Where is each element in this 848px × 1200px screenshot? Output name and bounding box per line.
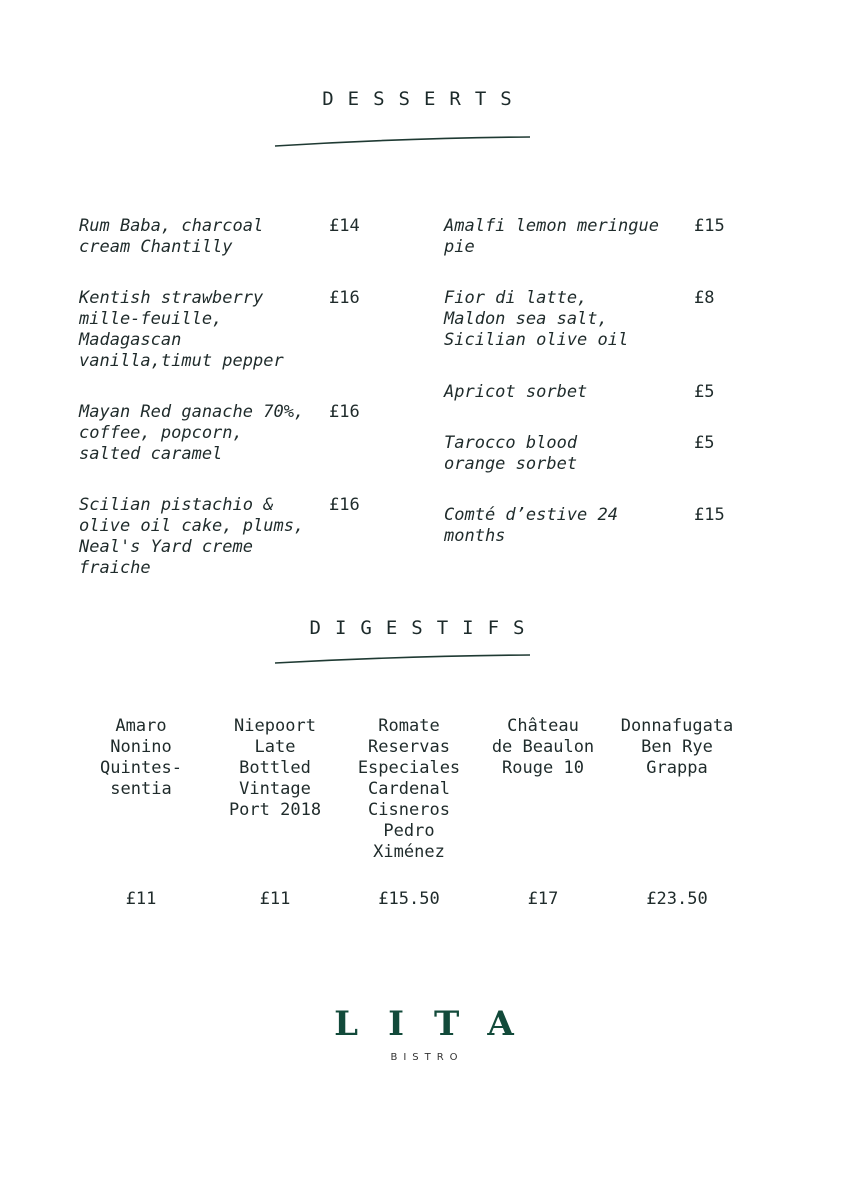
item-name: Mayan Red ganache 70%, coffee, popcorn, salted caramel xyxy=(79,402,305,464)
menu-item xyxy=(79,288,360,372)
menu-item xyxy=(79,216,360,258)
menu-item xyxy=(444,382,715,403)
brand-logo xyxy=(0,1004,848,1063)
item-price: £16 xyxy=(329,495,360,515)
item-price: £15 xyxy=(694,505,725,525)
menu-item xyxy=(444,505,725,547)
item-price: £15 xyxy=(694,216,725,236)
item-name: Scilian pistachio & olive oil cake, plums, Neal's Yard creme fraiche xyxy=(79,495,305,578)
item-price: £16 xyxy=(329,288,360,308)
item-price: £16 xyxy=(329,402,360,422)
digestifs-divider xyxy=(274,652,534,668)
digestif-item xyxy=(342,716,476,863)
digestif-price: £11 xyxy=(125,889,157,909)
digestif-price: £15.50 xyxy=(378,889,440,909)
logo-wordmark: LITA xyxy=(334,1004,544,1044)
digestif-item xyxy=(610,716,744,779)
digestif-name: Romate Reservas Especiales Cardenal Cisneros Pedro Ximénez xyxy=(357,716,461,862)
digestif-price: £11 xyxy=(259,889,291,909)
digestif-price: £17 xyxy=(527,889,559,909)
digestif-name: Donnafugata Ben Rye Grappa xyxy=(620,716,734,778)
digestif-name: Amaro Nonino Quintes- sentia xyxy=(100,716,182,799)
item-price: £5 xyxy=(694,382,715,402)
digestifs-title: DIGESTIFS xyxy=(309,617,539,639)
item-name: Rum Baba, charcoal cream Chantilly xyxy=(79,216,264,257)
item-name: Kentish strawberry mille-feuille, Madagascan vanilla,timut pepper xyxy=(79,288,284,371)
digestif-name: Niepoort Late Bottled Vintage Port 2018 xyxy=(228,716,322,820)
item-name: Tarocco blood orange sorbet xyxy=(444,433,578,474)
menu-item xyxy=(444,433,715,475)
logo-subtitle: BISTRO xyxy=(390,1052,464,1063)
menu-item xyxy=(444,288,715,351)
desserts-divider xyxy=(274,134,534,150)
item-price: £14 xyxy=(329,216,360,236)
item-name: Comté d’estive 24 months xyxy=(444,505,618,546)
digestif-item xyxy=(74,716,208,800)
menu-item xyxy=(444,216,725,258)
item-name: Amalfi lemon meringue pie xyxy=(444,216,659,257)
item-name: Apricot sorbet xyxy=(444,382,588,402)
item-name: Fior di latte, Maldon sea salt, Sicilian olive oil xyxy=(444,288,629,350)
item-price: £8 xyxy=(694,288,715,308)
desserts-title: DESSERTS xyxy=(322,88,526,110)
digestif-price: £23.50 xyxy=(646,889,708,909)
digestif-item xyxy=(208,716,342,821)
menu-item xyxy=(79,495,360,579)
digestif-item xyxy=(476,716,610,779)
menu-item xyxy=(79,402,360,465)
item-price: £5 xyxy=(694,433,715,453)
digestif-name: Château de Beaulon Rouge 10 xyxy=(491,716,595,778)
